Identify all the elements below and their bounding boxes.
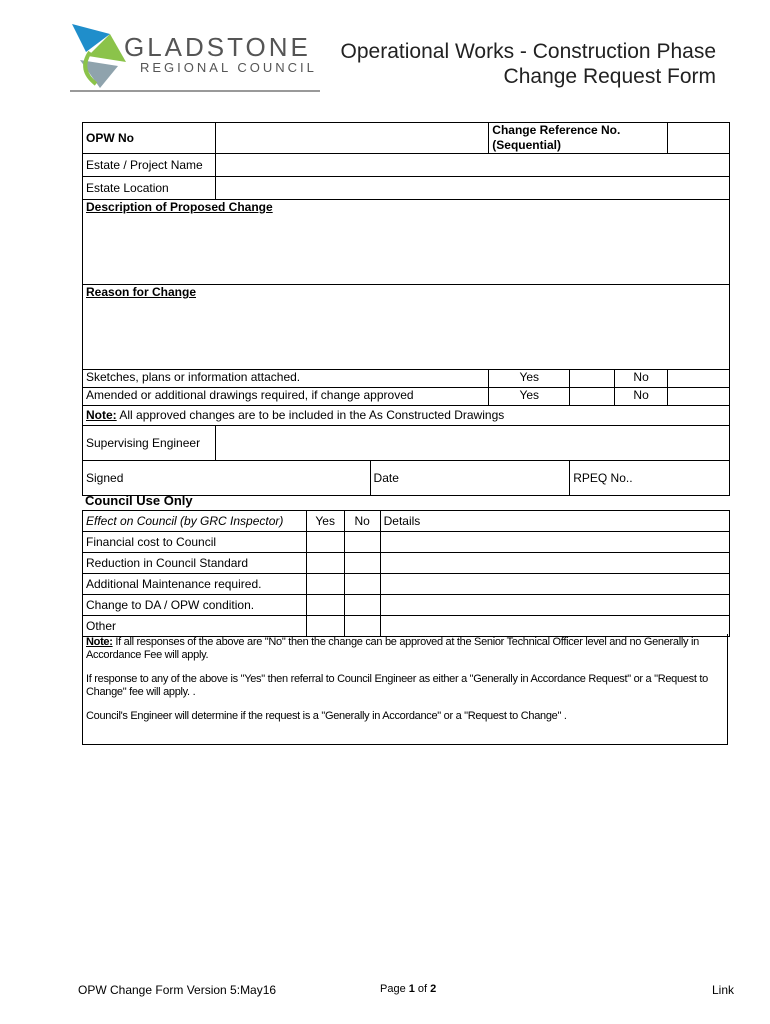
org-subtitle: REGIONAL COUNCIL bbox=[140, 60, 317, 75]
note-label: Note: bbox=[86, 408, 117, 422]
reason-label: Reason for Change bbox=[86, 285, 197, 299]
date-label: Date bbox=[373, 470, 399, 485]
council-note-1-text: If all responses of the above are "No" then the change can be approved at the Senior Technical Officer level and no Generally in Accordance Fee will apply. bbox=[86, 636, 699, 661]
amended-label: Amended or additional drawings required, if change approved bbox=[83, 388, 489, 406]
estate-project-field[interactable] bbox=[215, 154, 729, 177]
amended-no-box[interactable] bbox=[668, 388, 730, 406]
council-details-field[interactable] bbox=[380, 574, 729, 595]
estate-project-label: Estate / Project Name bbox=[83, 154, 216, 177]
council-row-label: Reduction in Council Standard bbox=[83, 553, 307, 574]
change-request-table bbox=[82, 122, 730, 496]
amended-no-label: No bbox=[615, 388, 668, 406]
council-yes-box[interactable] bbox=[306, 595, 344, 616]
council-no-box[interactable] bbox=[344, 553, 380, 574]
details-header: Details bbox=[380, 511, 729, 532]
sketches-yes-box[interactable] bbox=[570, 370, 615, 388]
page-total: 2 bbox=[430, 983, 437, 995]
council-details-field[interactable] bbox=[380, 595, 729, 616]
page-of: of bbox=[414, 983, 431, 995]
description-label: Description of Proposed Change bbox=[86, 200, 273, 214]
form-title-line2: Change Request Form bbox=[503, 65, 716, 88]
opw-no-field[interactable] bbox=[215, 123, 488, 154]
signed-field[interactable] bbox=[83, 461, 371, 496]
date-field[interactable] bbox=[370, 461, 570, 496]
footer-link[interactable]: Link bbox=[711, 983, 734, 997]
reason-field[interactable] bbox=[83, 285, 730, 370]
footer-version: OPW Change Form Version 5:May16 bbox=[78, 983, 277, 997]
note-text: All approved changes are to be included in the As Constructed Drawings bbox=[116, 408, 505, 422]
footer-page-number bbox=[380, 983, 436, 995]
change-ref-field[interactable] bbox=[668, 123, 730, 154]
council-no-box[interactable] bbox=[344, 595, 380, 616]
council-row-label: Financial cost to Council bbox=[83, 532, 307, 553]
council-row-label: Additional Maintenance required. bbox=[83, 574, 307, 595]
amended-yes-label: Yes bbox=[489, 388, 570, 406]
description-field[interactable] bbox=[83, 200, 730, 285]
council-note-2: If response to any of the above is "Yes" then referral to Council Engineer as either a "Generally in Accordance Request" or a "Request to Change" fee will apply. . bbox=[86, 673, 708, 698]
estate-location-label: Estate Location bbox=[83, 177, 216, 200]
signed-label: Signed bbox=[86, 470, 124, 485]
drawings-note bbox=[83, 406, 730, 426]
rpeq-field[interactable] bbox=[570, 461, 730, 496]
effect-header: Effect on Council (by GRC Inspector) bbox=[83, 511, 307, 532]
logo-underline bbox=[70, 90, 320, 92]
council-use-table bbox=[82, 510, 730, 637]
council-row-label: Change to DA / OPW condition. bbox=[83, 595, 307, 616]
council-details-field[interactable] bbox=[380, 553, 729, 574]
council-note-3: Council's Engineer will determine if the request is a "Generally in Accordance" or a "Request to Change" . bbox=[86, 710, 567, 722]
council-note-label: Note: bbox=[86, 636, 113, 648]
org-name: GLADSTONE bbox=[124, 32, 311, 62]
page-current: 1 bbox=[408, 983, 415, 995]
council-yes-box[interactable] bbox=[306, 532, 344, 553]
rpeq-label: RPEQ No.. bbox=[573, 470, 633, 485]
page-prefix: Page bbox=[380, 983, 409, 995]
sketches-no-box[interactable] bbox=[668, 370, 730, 388]
council-row-label: Other bbox=[83, 616, 307, 637]
form-title-line1: Operational Works - Construction Phase bbox=[340, 40, 716, 63]
yes-header: Yes bbox=[306, 511, 344, 532]
sketches-yes-label: Yes bbox=[489, 370, 570, 388]
supervising-engineer-field[interactable] bbox=[215, 426, 729, 461]
council-no-box[interactable] bbox=[344, 574, 380, 595]
council-details-field[interactable] bbox=[380, 532, 729, 553]
sketches-label: Sketches, plans or information attached. bbox=[83, 370, 489, 388]
no-header: No bbox=[344, 511, 380, 532]
council-note-1 bbox=[86, 636, 724, 662]
council-yes-box[interactable] bbox=[306, 574, 344, 595]
amended-yes-box[interactable] bbox=[570, 388, 615, 406]
estate-location-field[interactable] bbox=[215, 177, 729, 200]
council-no-box[interactable] bbox=[344, 532, 380, 553]
sketches-no-label: No bbox=[615, 370, 668, 388]
council-use-title: Council Use Only bbox=[85, 493, 193, 508]
council-notes bbox=[82, 634, 728, 745]
council-yes-box[interactable] bbox=[306, 553, 344, 574]
supervising-engineer-label: Supervising Engineer bbox=[83, 426, 216, 461]
opw-no-label: OPW No bbox=[83, 123, 216, 154]
change-ref-label: Change Reference No. (Sequential) bbox=[489, 123, 668, 154]
